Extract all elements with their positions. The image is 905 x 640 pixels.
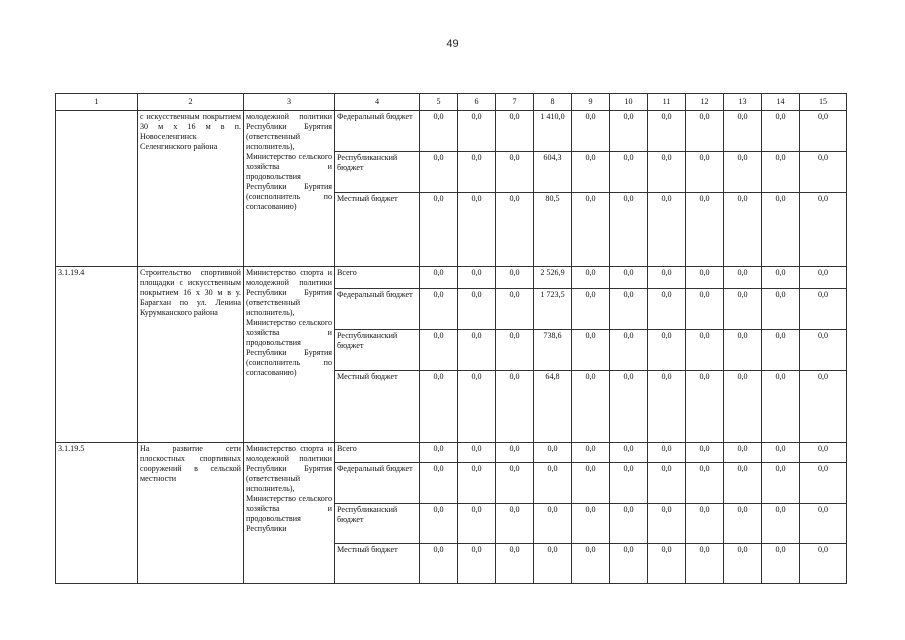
value-cell: 0,0: [686, 463, 724, 504]
value-cell: 0,0: [496, 193, 534, 267]
column-header: 1: [56, 94, 138, 111]
value-cell: 0,0: [724, 443, 762, 463]
value-cell: 0,0: [458, 152, 496, 193]
value-cell: 0,0: [800, 463, 847, 504]
funding-source-cell: Всего: [335, 267, 420, 289]
value-cell: 0,0: [496, 504, 534, 544]
value-cell: 0,0: [420, 289, 458, 330]
value-cell: 0,0: [458, 267, 496, 289]
value-cell: 0,0: [800, 371, 847, 443]
value-cell: 0,0: [762, 111, 800, 152]
value-cell: 0,0: [572, 463, 610, 504]
value-cell: 0,0: [648, 544, 686, 584]
value-cell: 0,0: [496, 463, 534, 504]
value-cell: 0,0: [762, 330, 800, 371]
value-cell: 0,0: [572, 111, 610, 152]
value-cell: 0,0: [762, 443, 800, 463]
column-header: 3: [244, 94, 335, 111]
measure-name-cell: Строительство спортивной площадки с искусственным покрытием 16 х 30 м в у. Барагхан по ул. Ленина Курумканского района: [138, 267, 244, 443]
value-cell: 0,0: [420, 267, 458, 289]
value-cell: 0,0: [648, 371, 686, 443]
value-cell: 0,0: [610, 463, 648, 504]
value-cell: 0,0: [610, 371, 648, 443]
value-cell: 0,0: [610, 544, 648, 584]
value-cell: 0,0: [800, 111, 847, 152]
value-cell: 0,0: [686, 330, 724, 371]
measure-code-cell: [56, 111, 138, 267]
column-header: 6: [458, 94, 496, 111]
value-cell: 0,0: [496, 152, 534, 193]
value-cell: 0,0: [686, 504, 724, 544]
value-cell: 1 723,5: [534, 289, 572, 330]
value-cell: 0,0: [572, 504, 610, 544]
value-cell: 0,0: [762, 371, 800, 443]
column-header: 5: [420, 94, 458, 111]
column-header: 13: [724, 94, 762, 111]
value-cell: 0,0: [686, 371, 724, 443]
value-cell: 0,0: [724, 463, 762, 504]
value-cell: 0,0: [610, 330, 648, 371]
measure-code-cell: 3.1.19.5: [56, 443, 138, 584]
funding-source-cell: Местный бюджет: [335, 544, 420, 584]
executor-cell: Министерство спорта и молодежной политики Республики Бурятия (ответственный исполнитель), Министерство сельского хозяйства и продовольствия Республики: [244, 443, 335, 584]
measure-name-cell: На развитие сети плоскостных спортивных сооружений в сельской местности: [138, 443, 244, 584]
value-cell: 0,0: [420, 371, 458, 443]
value-cell: 0,0: [724, 289, 762, 330]
column-header: 14: [762, 94, 800, 111]
value-cell: 0,0: [420, 330, 458, 371]
value-cell: 0,0: [800, 443, 847, 463]
value-cell: 0,0: [610, 193, 648, 267]
value-cell: 0,0: [458, 289, 496, 330]
value-cell: 0,0: [496, 289, 534, 330]
executor-cell: молодежной политики Республики Бурятия (ответственный исполнитель), Министерство сельского хозяйства и продовольствия Республики Бурятия (соисполнитель по согласованию): [244, 111, 335, 267]
executor-cell: Министерство спорта и молодежной политики Республики Бурятия (ответственный исполнитель), Министерство сельского хозяйства и продовольствия Республики Бурятия (соисполнитель по согласованию): [244, 267, 335, 443]
value-cell: 0,0: [572, 371, 610, 443]
value-cell: 0,0: [610, 289, 648, 330]
value-cell: 0,0: [800, 193, 847, 267]
value-cell: 0,0: [648, 330, 686, 371]
value-cell: 0,0: [420, 111, 458, 152]
funding-source-cell: Местный бюджет: [335, 193, 420, 267]
value-cell: 0,0: [648, 152, 686, 193]
value-cell: 0,0: [496, 267, 534, 289]
funding-source-cell: Федеральный бюджет: [335, 463, 420, 504]
value-cell: 0,0: [724, 193, 762, 267]
value-cell: 0,0: [648, 443, 686, 463]
value-cell: 0,0: [420, 443, 458, 463]
funding-source-cell: Всего: [335, 443, 420, 463]
value-cell: 0,0: [800, 330, 847, 371]
column-header: 12: [686, 94, 724, 111]
value-cell: 0,0: [724, 544, 762, 584]
column-header: 4: [335, 94, 420, 111]
value-cell: 0,0: [686, 544, 724, 584]
value-cell: 0,0: [534, 463, 572, 504]
value-cell: 604,3: [534, 152, 572, 193]
page-number: 49: [446, 38, 459, 50]
budget-table: [55, 93, 847, 584]
value-cell: 0,0: [800, 152, 847, 193]
value-cell: 2 526,9: [534, 267, 572, 289]
value-cell: 0,0: [724, 330, 762, 371]
funding-source-cell: Местный бюджет: [335, 371, 420, 443]
value-cell: 0,0: [496, 111, 534, 152]
value-cell: 0,0: [800, 267, 847, 289]
value-cell: 0,0: [648, 193, 686, 267]
funding-source-cell: Федеральный бюджет: [335, 289, 420, 330]
value-cell: 0,0: [686, 267, 724, 289]
value-cell: 0,0: [610, 111, 648, 152]
value-cell: 0,0: [762, 193, 800, 267]
value-cell: 0,0: [610, 504, 648, 544]
value-cell: 0,0: [420, 463, 458, 504]
measure-code-cell: 3.1.19.4: [56, 267, 138, 443]
value-cell: 0,0: [496, 371, 534, 443]
column-header: 10: [610, 94, 648, 111]
value-cell: 0,0: [458, 463, 496, 504]
value-cell: 0,0: [496, 443, 534, 463]
value-cell: 0,0: [686, 111, 724, 152]
value-cell: 0,0: [420, 504, 458, 544]
value-cell: 0,0: [572, 443, 610, 463]
value-cell: 64,8: [534, 371, 572, 443]
value-cell: 0,0: [724, 504, 762, 544]
value-cell: 0,0: [458, 111, 496, 152]
value-cell: 0,0: [800, 289, 847, 330]
value-cell: 0,0: [610, 152, 648, 193]
value-cell: 0,0: [686, 443, 724, 463]
value-cell: 0,0: [458, 544, 496, 584]
value-cell: 0,0: [458, 443, 496, 463]
value-cell: 0,0: [420, 544, 458, 584]
value-cell: 738,6: [534, 330, 572, 371]
column-header: 7: [496, 94, 534, 111]
value-cell: 0,0: [648, 463, 686, 504]
value-cell: 0,0: [762, 152, 800, 193]
value-cell: 0,0: [686, 152, 724, 193]
value-cell: 0,0: [420, 152, 458, 193]
value-cell: 80,5: [534, 193, 572, 267]
value-cell: 0,0: [572, 267, 610, 289]
funding-source-cell: Республиканский бюджет: [335, 504, 420, 544]
value-cell: 0,0: [762, 504, 800, 544]
value-cell: 0,0: [648, 504, 686, 544]
measure-name-cell: с искусственным покрытием 30 м х 16 м в п. Новоселенгинск Селенгинского района: [138, 111, 244, 267]
table-row: [56, 111, 847, 152]
funding-source-cell: Федеральный бюджет: [335, 111, 420, 152]
value-cell: 0,0: [762, 544, 800, 584]
table-row: [56, 443, 847, 463]
column-header: 11: [648, 94, 686, 111]
value-cell: 0,0: [610, 443, 648, 463]
value-cell: 0,0: [572, 193, 610, 267]
value-cell: 0,0: [610, 267, 648, 289]
value-cell: 0,0: [458, 330, 496, 371]
value-cell: 0,0: [724, 111, 762, 152]
value-cell: 0,0: [458, 371, 496, 443]
value-cell: 0,0: [572, 152, 610, 193]
value-cell: 0,0: [686, 289, 724, 330]
value-cell: 0,0: [762, 463, 800, 504]
value-cell: 0,0: [572, 330, 610, 371]
value-cell: 0,0: [648, 267, 686, 289]
value-cell: 0,0: [648, 289, 686, 330]
header-row: [56, 94, 847, 111]
value-cell: 0,0: [496, 544, 534, 584]
value-cell: 0,0: [686, 193, 724, 267]
value-cell: 0,0: [800, 544, 847, 584]
table-body: [56, 94, 847, 584]
column-header: 9: [572, 94, 610, 111]
value-cell: 0,0: [648, 111, 686, 152]
column-header: 2: [138, 94, 244, 111]
column-header: 8: [534, 94, 572, 111]
value-cell: 0,0: [496, 330, 534, 371]
value-cell: 0,0: [724, 267, 762, 289]
value-cell: 0,0: [800, 504, 847, 544]
funding-source-cell: Республиканский бюджет: [335, 152, 420, 193]
value-cell: 0,0: [458, 504, 496, 544]
value-cell: 0,0: [534, 443, 572, 463]
value-cell: 1 410,0: [534, 111, 572, 152]
table-row: [56, 267, 847, 289]
value-cell: 0,0: [420, 193, 458, 267]
value-cell: 0,0: [458, 193, 496, 267]
value-cell: 0,0: [534, 504, 572, 544]
value-cell: 0,0: [572, 289, 610, 330]
value-cell: 0,0: [762, 289, 800, 330]
value-cell: 0,0: [572, 544, 610, 584]
value-cell: 0,0: [724, 371, 762, 443]
value-cell: 0,0: [724, 152, 762, 193]
column-header: 15: [800, 94, 847, 111]
funding-source-cell: Республиканский бюджет: [335, 330, 420, 371]
value-cell: 0,0: [762, 267, 800, 289]
value-cell: 0,0: [534, 544, 572, 584]
